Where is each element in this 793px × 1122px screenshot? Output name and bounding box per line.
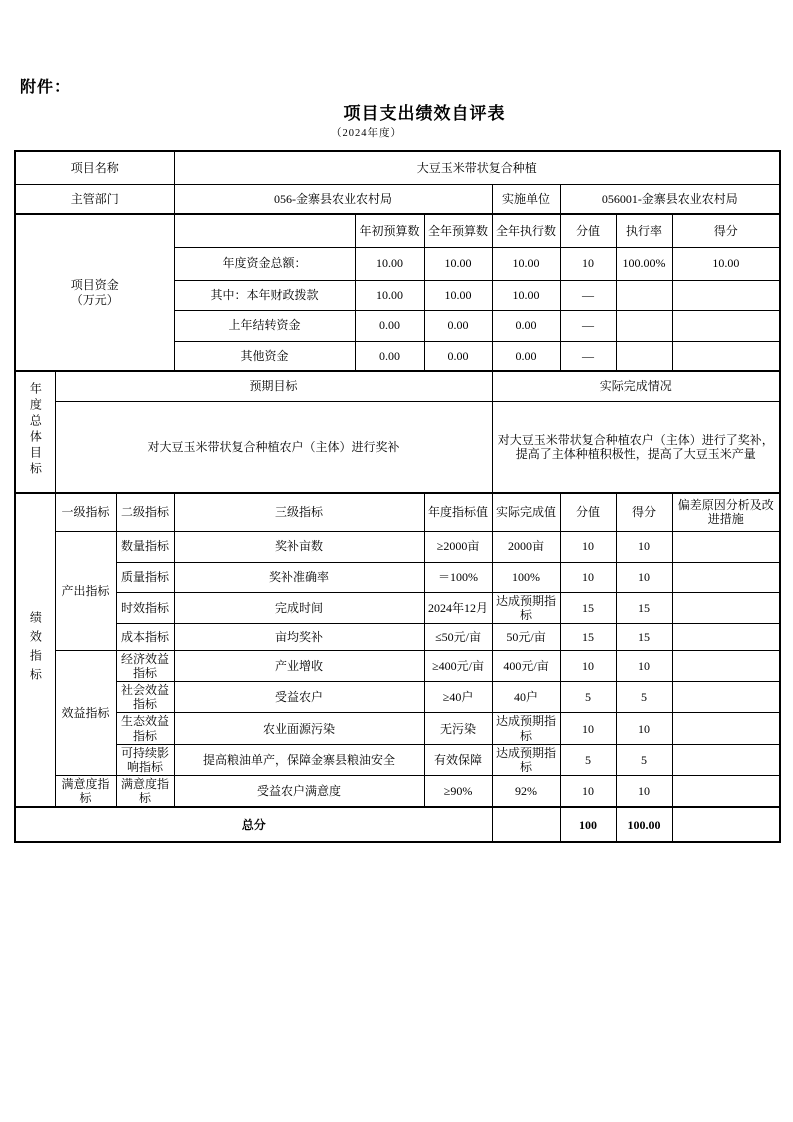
indicators-vertical-label (15, 493, 55, 807)
indicator-name-cell: 农业面源污染 (174, 713, 424, 744)
funds-row-label: 其他资金 (174, 341, 355, 371)
table-row (15, 151, 780, 184)
annual-target-cell: 有效保障 (424, 744, 492, 775)
total-label-cell: 总分 (15, 807, 492, 842)
funds-col-header-initial-budget: 年初预算数 (355, 214, 424, 247)
points-cell: 15 (616, 592, 672, 623)
funds-value-cell: 10.00 (424, 280, 492, 310)
actual-value-cell: 92% (492, 776, 560, 808)
indicator-name-cell: 亩均奖补 (174, 623, 424, 650)
funds-value-cell: 0.00 (355, 341, 424, 371)
indicator-name-cell: 受益农户满意度 (174, 776, 424, 808)
score-cell: 10 (560, 776, 616, 808)
department-cell: 056-金寨县农业农村局 (174, 184, 492, 214)
table-row (15, 713, 780, 744)
annual-target-cell: ≥90% (424, 776, 492, 808)
funds-value-cell: 10.00 (492, 247, 560, 280)
indicator-header-points: 得分 (616, 493, 672, 531)
table-row (15, 401, 780, 493)
page-title: 项目支出绩效自评表 (343, 104, 506, 123)
annual-target-cell: 无污染 (424, 713, 492, 744)
funds-value-cell: 0.00 (355, 310, 424, 341)
points-cell: 5 (616, 682, 672, 713)
points-cell: 10 (616, 713, 672, 744)
deviation-cell (672, 531, 780, 562)
funds-col-header-annual-budget: 全年预算数 (424, 214, 492, 247)
points-cell: 10 (616, 650, 672, 681)
funds-value-cell: 0.00 (424, 310, 492, 341)
score-cell: 5 (560, 744, 616, 775)
annual-target-cell: ＝100% (424, 562, 492, 592)
level2-cell: 生态效益指标 (116, 713, 174, 744)
actual-value-cell: 达成预期指标 (492, 713, 560, 744)
level2-cell: 时效指标 (116, 592, 174, 623)
funds-exec-rate-cell: 100.00% (616, 247, 672, 280)
total-deviation-cell (672, 807, 780, 842)
deviation-cell (672, 650, 780, 681)
attachment-label: 附件： (20, 79, 72, 96)
funds-col-header-points: 得分 (672, 214, 780, 247)
table-row (15, 214, 780, 247)
actual-value-cell: 达成预期指标 (492, 592, 560, 623)
funds-row-label: 上年结转资金 (174, 310, 355, 341)
funds-points-cell: 10.00 (672, 247, 780, 280)
indicator-header-actual-value: 实际完成值 (492, 493, 560, 531)
funds-col-header-annual-exec: 全年执行数 (492, 214, 560, 247)
funds-points-cell (672, 280, 780, 310)
funds-label-line1: 项目资金 (70, 278, 119, 293)
indicator-name-cell: 完成时间 (174, 592, 424, 623)
expected-goal-header: 预期目标 (55, 371, 492, 401)
actual-goal-header: 实际完成情况 (492, 371, 780, 401)
funds-label-cell (15, 214, 174, 371)
implement-unit-label-cell: 实施单位 (492, 184, 560, 214)
actual-value-cell: 400元/亩 (492, 650, 560, 681)
level1-group-benefit: 效益指标 (55, 650, 116, 775)
score-cell: 10 (560, 713, 616, 744)
table-row (15, 623, 780, 650)
table-row (15, 682, 780, 713)
annual-goal-vertical-text: 年度总体目标 (28, 382, 43, 479)
table-row (15, 184, 780, 214)
funds-value-cell: 0.00 (424, 341, 492, 371)
table-row (15, 562, 780, 592)
table-row (15, 650, 780, 681)
table-row (15, 531, 780, 562)
funds-exec-rate-cell (616, 310, 672, 341)
indicators-vertical-text: 绩效指标 (28, 610, 43, 687)
funds-score-cell: — (560, 341, 616, 371)
deviation-cell (672, 776, 780, 808)
annual-target-cell: ≥2000亩 (424, 531, 492, 562)
score-cell: 15 (560, 592, 616, 623)
funds-row-label: 其中：本年财政拨款 (174, 280, 355, 310)
funds-row-label: 年度资金总额： (174, 247, 355, 280)
project-name-cell: 大豆玉米带状复合种植 (174, 151, 780, 184)
annual-target-cell: ≤50元/亩 (424, 623, 492, 650)
deviation-cell (672, 623, 780, 650)
table-row (15, 807, 780, 842)
level1-group-output: 产出指标 (55, 531, 116, 650)
funds-exec-rate-cell (616, 280, 672, 310)
level2-cell: 质量指标 (116, 562, 174, 592)
actual-value-cell: 50元/亩 (492, 623, 560, 650)
indicator-name-cell: 产业增收 (174, 650, 424, 681)
actual-value-cell: 40户 (492, 682, 560, 713)
deviation-cell (672, 562, 780, 592)
indicator-header-deviation: 偏差原因分析及改进措施 (672, 493, 780, 531)
funds-exec-rate-cell (616, 341, 672, 371)
page-subtitle: （2024年度） (331, 128, 402, 139)
funds-value-cell: 10.00 (492, 280, 560, 310)
actual-goal-cell: 对大豆玉米带状复合种植农户（主体）进行了奖补，提高了主体种植积极性，提高了大豆玉米产量 (492, 401, 780, 493)
table-row (15, 592, 780, 623)
annual-target-cell: ≥40户 (424, 682, 492, 713)
funds-value-cell: 10.00 (355, 247, 424, 280)
funds-score-cell: — (560, 280, 616, 310)
project-name-label-cell: 项目名称 (15, 151, 174, 184)
department-label-cell: 主管部门 (15, 184, 174, 214)
implement-unit-cell: 056001-金寨县农业农村局 (560, 184, 780, 214)
points-cell: 10 (616, 562, 672, 592)
indicator-header-level1: 一级指标 (55, 493, 116, 531)
funds-points-cell (672, 310, 780, 341)
funds-value-cell: 0.00 (492, 310, 560, 341)
table-row (15, 776, 780, 808)
funds-col-header-score: 分值 (560, 214, 616, 247)
indicator-header-score: 分值 (560, 493, 616, 531)
table-row (15, 371, 780, 401)
score-cell: 5 (560, 682, 616, 713)
indicator-name-cell: 奖补亩数 (174, 531, 424, 562)
evaluation-table (14, 150, 781, 843)
points-cell: 10 (616, 776, 672, 808)
total-actual-value-cell (492, 807, 560, 842)
indicator-name-cell: 奖补准确率 (174, 562, 424, 592)
indicator-name-cell: 受益农户 (174, 682, 424, 713)
level2-cell: 数量指标 (116, 531, 174, 562)
total-points-cell: 100.00 (616, 807, 672, 842)
annual-target-cell: 2024年12月 (424, 592, 492, 623)
annual-goal-vertical-label (15, 371, 55, 493)
total-score-cell: 100 (560, 807, 616, 842)
level1-group-satisfaction: 满意度指标 (55, 776, 116, 808)
actual-value-cell: 100% (492, 562, 560, 592)
score-cell: 10 (560, 531, 616, 562)
funds-value-cell: 10.00 (355, 280, 424, 310)
deviation-cell (672, 592, 780, 623)
funds-value-cell: 10.00 (424, 247, 492, 280)
indicator-header-level2: 二级指标 (116, 493, 174, 531)
indicator-name-cell: 提高粮油单产，保障金寨县粮油安全 (174, 744, 424, 775)
table-row (15, 493, 780, 531)
funds-col-header-exec-rate: 执行率 (616, 214, 672, 247)
actual-value-cell: 达成预期指标 (492, 744, 560, 775)
table-row (15, 744, 780, 775)
indicator-header-level3: 三级指标 (174, 493, 424, 531)
funds-score-cell: 10 (560, 247, 616, 280)
level2-cell: 经济效益指标 (116, 650, 174, 681)
points-cell: 10 (616, 531, 672, 562)
funds-label-line2: （万元） (70, 292, 119, 307)
points-cell: 15 (616, 623, 672, 650)
level2-cell: 可持续影响指标 (116, 744, 174, 775)
score-cell: 15 (560, 623, 616, 650)
deviation-cell (672, 682, 780, 713)
level2-cell: 社会效益指标 (116, 682, 174, 713)
deviation-cell (672, 713, 780, 744)
funds-score-cell: — (560, 310, 616, 341)
score-cell: 10 (560, 650, 616, 681)
annual-target-cell: ≥400元/亩 (424, 650, 492, 681)
score-cell: 10 (560, 562, 616, 592)
funds-points-cell (672, 341, 780, 371)
expected-goal-cell: 对大豆玉米带状复合种植农户（主体）进行奖补 (55, 401, 492, 493)
empty-cell (174, 214, 355, 247)
level2-cell: 满意度指标 (116, 776, 174, 808)
actual-value-cell: 2000亩 (492, 531, 560, 562)
level2-cell: 成本指标 (116, 623, 174, 650)
indicator-header-annual-target: 年度指标值 (424, 493, 492, 531)
points-cell: 5 (616, 744, 672, 775)
funds-value-cell: 0.00 (492, 341, 560, 371)
deviation-cell (672, 744, 780, 775)
